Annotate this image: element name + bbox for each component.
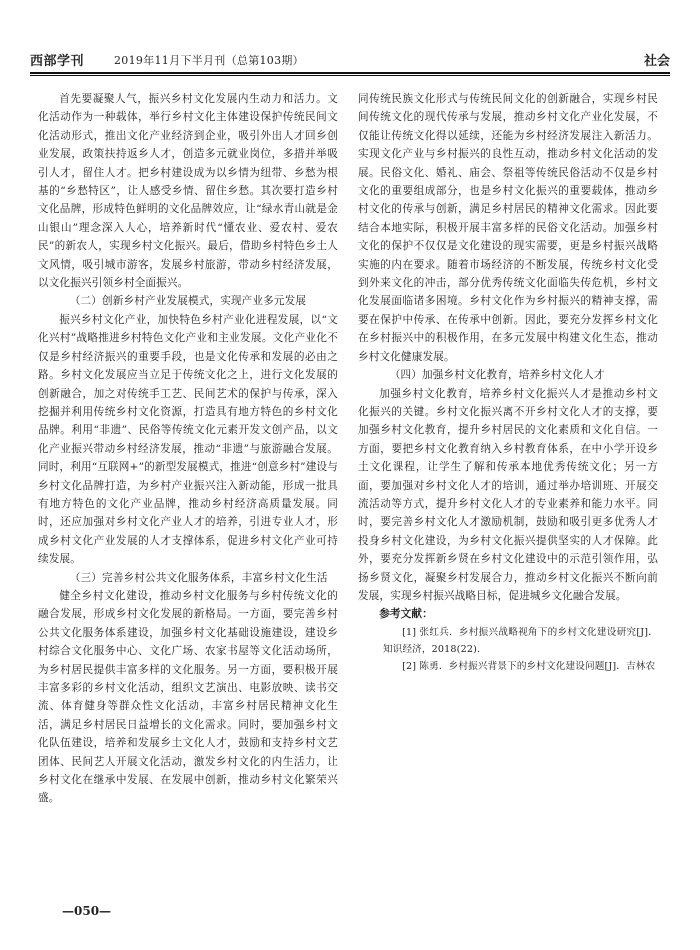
paragraph: 健全乡村文化建设，推动乡村文化服务与乡村传统文化的融合发展，形成乡村文化发展的新格局。一方面，要完善乡村公共文化服务体系建设，加强乡村文化基础设施建设，建设乡村综合文化服务中心、文化广场、农家书屋等文化活动场所，为乡村居民提供丰富多样的文化服务。另一方面，要积极开展丰富多彩的乡村文化活动，组织文艺演出、电影放映、读书交流、体育健身等群众性文化活动，丰富乡村居民精神文化生活，满足乡村居民日益增长的文化需求。同时，要加强乡村文化队伍建设，培养和发展乡土文化人才，鼓励和支持乡村文艺团体、民间艺人开展文化活动，激发乡村文化的内生活力，让乡村文化在继承中发展、在发展中创新，推动乡村文化繁荣兴盛。 xyxy=(38,589,338,805)
page-header xyxy=(30,48,670,70)
reference-item: [1] 张红兵．乡村振兴战略视角下的乡村文化建设研究[J]．知识经济，2018(22)． xyxy=(382,626,658,655)
paragraph: 同传统民族文化形式与传统民间文化的创新融合，实现乡村民间传统文化的现代传承与发展，推动乡村文化产业化发展，不仅能让传统文化得以延续，还能为乡村经济发展注入新活力。实现文化产业与乡村振兴的良性互动，推动乡村文化活动的发展。民俗文化、婚礼、庙会、祭祖等传统民俗活动不仅是乡村文化的重要组成部分，也是乡村文化振兴的重要载体，推动乡村文化的传承与创新，满足乡村居民的精神文化需求。因此要结合本地实际，积极开展丰富多样的民俗文化活动。加强乡村文化的保护不仅仅是文化建设的现实需要，更是乡村振兴战略实施的内在要求。随着市场经济的不断发展，传统乡村文化受到外来文化的冲击，部分优秀传统文化面临失传危机，乡村文化发展面临诸多困境。乡村文化作为乡村振兴的精神支撑，需要在保护中传承、在传承中创新。因此，要充分发挥乡村文化在乡村振兴中的积极作用，在多元发展中构建文化生态，推动乡村文化健康发展。 xyxy=(358,93,658,363)
paragraph: 加强乡村文化教育，培养乡村文化振兴人才是推动乡村文化振兴的关键。乡村文化振兴离不开乡村文化人才的支撑，要加强乡村文化教育，提升乡村居民的文化素质和文化自信。一方面，要把乡村文化教育纳入乡村教育体系，在中小学开设乡土文化课程，让学生了解和传承本地优秀传统文化；另一方面，要加强对乡村文化人才的培训，通过举办培训班、开展交流活动等方式，提升乡村文化人才的专业素养和能力水平。同时，要完善乡村文化人才激励机制，鼓励和吸引更多优秀人才投身乡村文化建设，为乡村文化振兴提供坚实的人才保障。此外，要充分发挥新乡贤在乡村文化建设中的示范引领作用，弘扬乡贤文化，凝聚乡村发展合力，推动乡村文化振兴不断向前发展，实现乡村振兴战略目标，促进城乡文化融合发展。 xyxy=(358,387,658,602)
section-heading: （二）创新乡村产业发展模式，实现产业多元发展 xyxy=(69,295,307,308)
right-column xyxy=(358,90,658,675)
page-number: —050— xyxy=(62,904,112,918)
paragraph: 振兴乡村文化产业，加快特色乡村产业化进程发展，以“文化兴村”战略推进乡村特色文化产业和主业发展。文化产业化不仅是乡村经济振兴的重要手段，也是文化传承和发展的必由之路。乡村文化发展应当立足于传统文化之上，进行文化发展的创新融合，加之对传统手工艺、民间艺术的保护与传承，深入挖掘并利用传统乡村文化资源，打造具有地方特色的乡村文化品牌。利用“非遗”、民俗等传统文化元素开发文创产品，以文化产业振兴带动乡村经济发展，推动“非遗”与旅游融合发展。同时，利用“互联网+”的新型发展模式，推进“创意乡村”建设与乡村文化品牌打造，为乡村产业振兴注入新动能，形成一批具有地方特色的文化产业品牌，推动乡村经济高质量发展。同时，还应加强对乡村文化产业人才的培养，引进专业人才，形成乡村文化产业发展的人才支撑体系，促进乡村文化产业可持续发展。 xyxy=(38,313,338,566)
issue-info: 2019年11月下半月刊（总第103期） xyxy=(114,54,304,67)
reference-item: [2] 陈勇．乡村振兴背景下的乡村文化建设问题[J]．吉林农 xyxy=(402,660,656,672)
left-column xyxy=(38,90,338,808)
references-title: 参考文献： xyxy=(379,608,433,621)
section-heading: （三）完善乡村公共文化服务体系，丰富乡村文化生活 xyxy=(69,571,328,584)
section-heading: （四）加强乡村文化教育，培养乡村文化人才 xyxy=(389,369,605,382)
journal-title: 西部学刊 xyxy=(30,54,85,69)
header-rule-thin xyxy=(30,75,670,76)
header-rule xyxy=(30,72,670,74)
section-label: 社会 xyxy=(643,54,670,69)
paragraph: 首先要凝聚人气，振兴乡村文化发展内生动力和活力。文化活动作为一种载体，举行乡村文化主体建设保护传统民间文化活动形式，推出文化产业经济到企业，吸引外出人才回乡创业发展，政策扶持返乡人才，创造多元就业岗位，多措并举吸引人才，留住人才。把乡村建设成为以乡情为纽带、乡愁为根基的“乡愁特区”，让人感受乡情、留住乡愁。其次要打造乡村文化品牌，形成特色鲜明的文化品牌效应，让“绿水青山就是金山银山”理念深入人心，培养新时代“懂农业、爱农村、爱农民”的新农人，实现乡村文化振兴。最后，借助乡村特色乡土人文风情，吸引城市游客，发展乡村旅游，带动乡村经济发展，以文化振兴引领乡村全面振兴。 xyxy=(38,93,338,290)
